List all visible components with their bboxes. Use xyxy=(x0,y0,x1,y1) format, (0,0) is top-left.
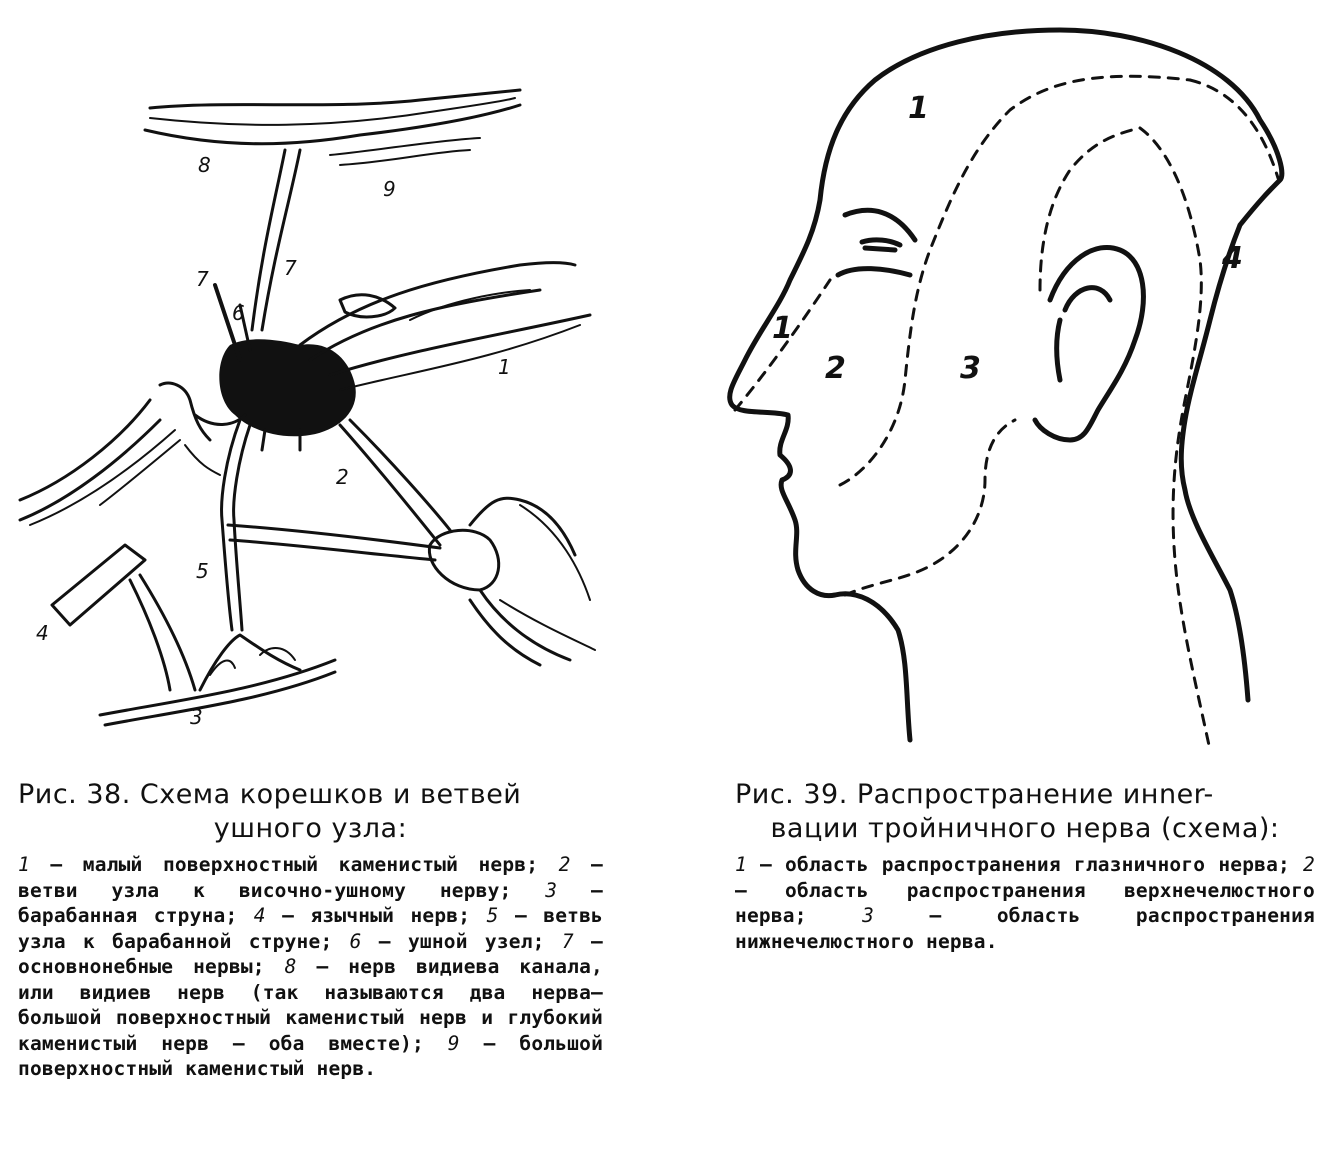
legend-38-text-4: — язычный нерв; xyxy=(265,904,487,927)
legend-38-num-4: 4 xyxy=(253,904,266,927)
label-3: 3 xyxy=(190,705,203,729)
legend-39-num-1: 1 xyxy=(735,853,747,876)
legend-39-text-3: — область распространения нижнечелюстного нерва. xyxy=(735,904,1315,953)
legend-38-text-1: — малый поверхностный каменистый нерв; xyxy=(29,853,559,876)
label-4: 4 xyxy=(1222,241,1243,276)
legend-39-text-1: — область распространения глазничного нерва; xyxy=(746,853,1304,876)
caption-figure-38 xyxy=(18,778,603,1082)
legend-38-num-9: 9 xyxy=(447,1031,460,1055)
legend-38-text-8: — нерв видиева канала, или видиев нерв (так называются два нерва—большой поверхностный каменистый нерв и глубокий каменистый нерв — оба вместе); xyxy=(18,955,603,1055)
legend-38-text-2: — ветви узла к височно-ушному нерву; xyxy=(18,853,603,902)
caption-39-title-line1: Рис. 39. Распространение инner- xyxy=(735,779,1214,810)
caption-39-title-line2: вации тройничного нерва (схема): xyxy=(770,813,1280,844)
caption-39-legend xyxy=(735,852,1315,954)
legend-38-text-9: — большой поверхностный каменистый нерв. xyxy=(18,1031,604,1080)
caption-38-title-line2: ушного узла: xyxy=(213,813,408,844)
caption-38-title xyxy=(18,778,603,846)
legend-38-num-8: 8 xyxy=(284,955,297,978)
label-6: 6 xyxy=(232,301,245,325)
legend-38-num-7: 7 xyxy=(561,929,574,953)
label-8: 8 xyxy=(198,153,211,177)
legend-38-text-3: — барабанная струна; xyxy=(18,878,603,927)
label-2: 2 xyxy=(825,351,846,386)
label-7b: 7 xyxy=(284,256,297,280)
legend-38-text-5: — ветвь узла к барабанной струне; xyxy=(18,904,603,953)
caption-38-title-line1: Рис. 38. Схема корешков и ветвей xyxy=(18,779,522,810)
legend-39-num-2: 2 xyxy=(1303,853,1315,876)
label-5: 5 xyxy=(196,559,209,583)
label-1-forehead: 1 xyxy=(908,91,929,126)
figure-38-ganglion-diagram xyxy=(0,0,670,750)
legend-39-num-3: 3 xyxy=(862,904,875,927)
legend-38-text-6: — ушной узел; xyxy=(361,929,562,953)
label-4: 4 xyxy=(36,621,49,645)
legend-38-num-2: 2 xyxy=(558,853,571,876)
figure-39-head-diagram xyxy=(670,0,1340,760)
label-7a: 7 xyxy=(196,267,209,291)
legend-38-num-1: 1 xyxy=(18,853,30,876)
label-1-nose: 1 xyxy=(772,311,793,346)
label-9: 9 xyxy=(383,177,396,201)
legend-38-num-5: 5 xyxy=(486,904,499,927)
legend-38-text-7: — основнонебные нервы; xyxy=(18,929,603,978)
legend-39-text-2: — область распространения верхнечелюстного нерва; xyxy=(735,878,1315,927)
legend-38-num-3: 3 xyxy=(545,878,558,902)
legend-38-num-6: 6 xyxy=(349,929,362,953)
label-2: 2 xyxy=(336,465,349,489)
caption-figure-39 xyxy=(735,778,1315,954)
label-3: 3 xyxy=(960,351,981,386)
caption-38-legend xyxy=(18,852,603,1082)
label-1: 1 xyxy=(498,355,511,379)
caption-39-title xyxy=(735,778,1315,846)
